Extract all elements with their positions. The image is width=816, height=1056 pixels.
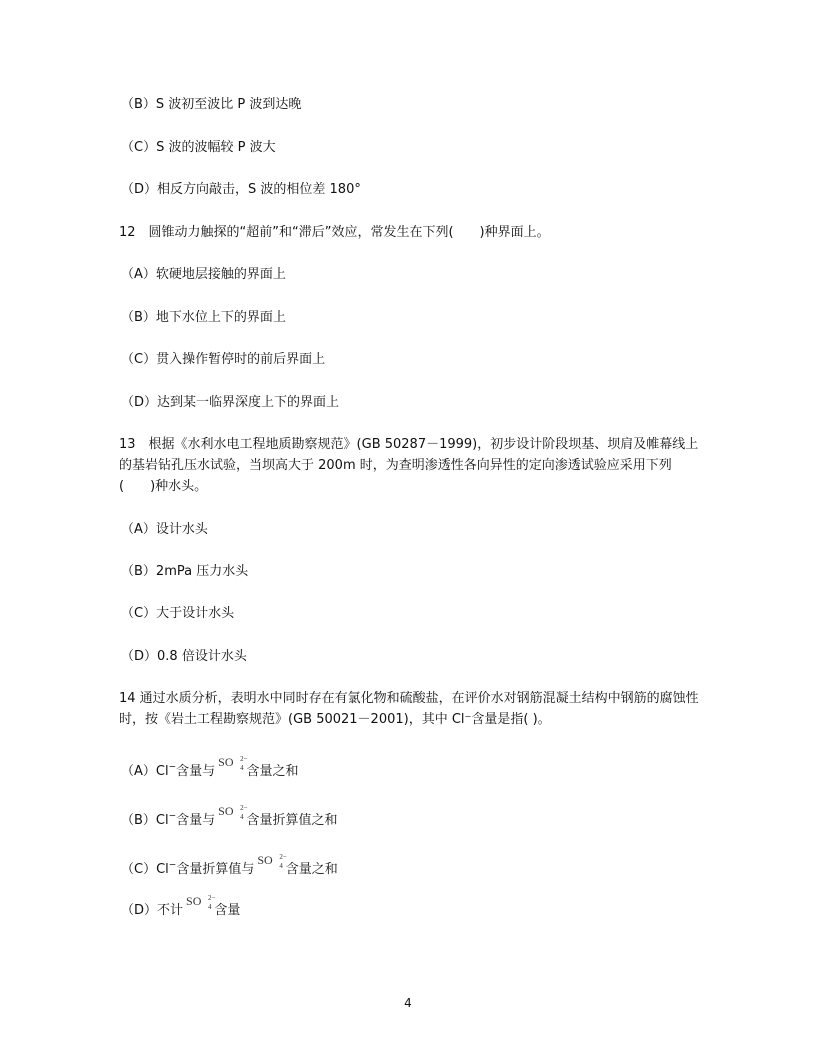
chloride-charge: − [168, 860, 177, 871]
q13-option-b: （B）2mPa 压力水头 [121, 564, 249, 579]
q13-option-d: （D）0.8 倍设计水头 [121, 649, 247, 664]
q11-option-d: （D）相反方向敲击，S 波的相位差 180° [121, 182, 361, 197]
q14-option-b-suffix: 含量折算值之和 [246, 813, 338, 828]
q11-option-b: （B）S 波初至波比 P 波到达晚 [121, 97, 302, 112]
q14-option-c [121, 853, 338, 880]
q14-option-c-prefix: （C）Cl [121, 862, 169, 877]
q14-text: 14 通过水质分析，表明水中同时存在有氯化物和硫酸盐，在评价水对钢筋混凝土结构中钢筋的腐蚀性时，按《岩土工程勘察规范》(GB 50021－2001)，其中 Cl⁻含量是指( )。 [119, 691, 699, 727]
sulfate-formula-image: SO 2− 4 [257, 853, 287, 870]
q14-option-a-suffix: 含量之和 [246, 764, 299, 779]
chloride-charge: − [168, 762, 177, 773]
page-number: 4 [404, 996, 412, 1010]
q14-option-b-prefix: （B）Cl [121, 813, 169, 828]
q12-option-a: （A）软硬地层接触的界面上 [121, 267, 286, 282]
q14-option-b-mid: 含量与 [176, 813, 216, 828]
q13-option-c: （C）大于设计水头 [121, 606, 235, 621]
q14-option-d [121, 894, 241, 921]
q14-option-d-prefix: （D）不计 [121, 903, 184, 918]
q14-option-c-suffix: 含量之和 [285, 862, 338, 877]
q14-option-c-mid: 含量折算值与 [176, 862, 255, 877]
sulfate-formula-image: SO 2− 4 [218, 804, 248, 821]
q12-text: 12 圆锥动力触探的“超前”和“滞后”效应，常发生在下列( )种界面上。 [119, 225, 550, 240]
q14-option-b [121, 804, 338, 831]
q13-text: 13 根据《水利水电工程地质勘察规范》(GB 50287－1999)，初步设计阶段坝基、坝肩及帷幕线上的基岩钻孔压水试验，当坝高大于 200m 时，为查明渗透性各向异性的定向渗透试验应采用下列( )种水头。 [119, 437, 699, 494]
q14-option-a-prefix: （A）Cl [121, 764, 169, 779]
q14-option-a [121, 755, 299, 782]
chloride-charge: − [168, 811, 177, 822]
sulfate-formula-image: SO 2− 4 [218, 755, 248, 772]
q11-option-c: （C）S 波的波幅较 P 波大 [121, 140, 276, 155]
q12-option-d: （D）达到某一临界深度上下的界面上 [121, 395, 340, 410]
q14-option-d-suffix: 含量 [214, 903, 241, 918]
q12-option-c: （C）贯入操作暂停时的前后界面上 [121, 352, 326, 367]
q13-option-a: （A）设计水头 [121, 522, 208, 537]
sulfate-formula-image: SO 2− 4 [186, 894, 216, 911]
q12-option-b: （B）地下水位上下的界面上 [121, 310, 286, 325]
q14-option-a-mid: 含量与 [176, 764, 216, 779]
